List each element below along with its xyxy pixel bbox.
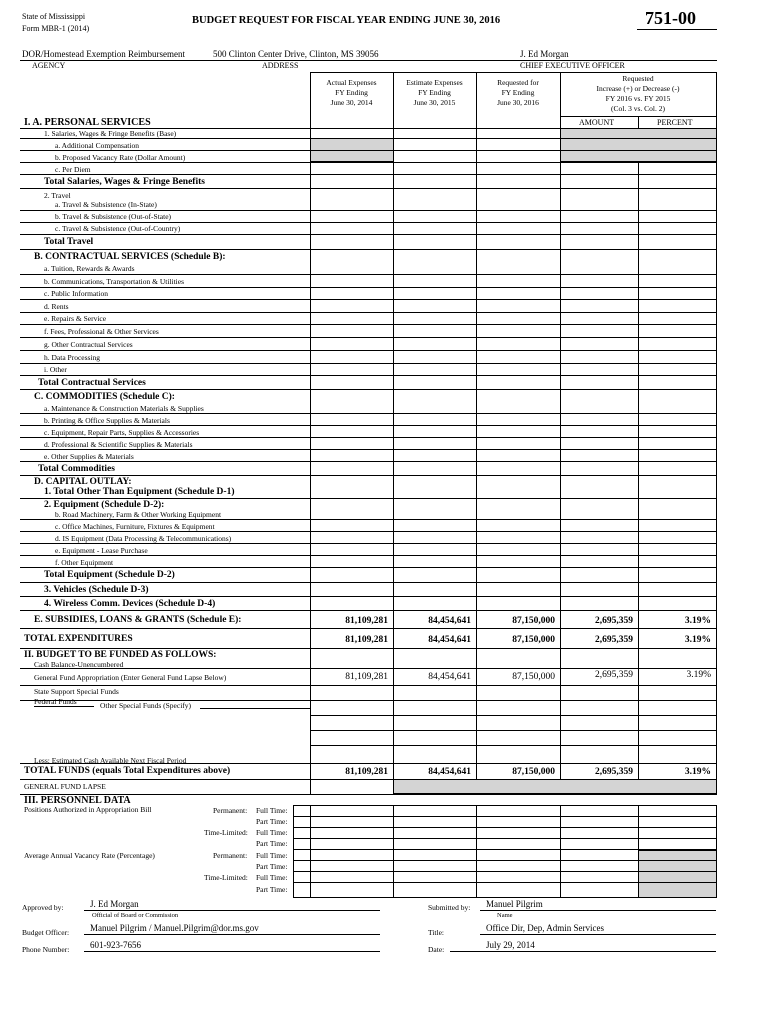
officer-value: J. Ed Morgan: [520, 49, 569, 59]
title-label: Title:: [428, 928, 444, 937]
col-estimate-header: Estimate Expenses FY Ending June 30, 2015: [406, 78, 463, 107]
time-limited-label: Time-Limited:: [204, 873, 248, 882]
row-positions-authorized: Positions Authorized in Appropriation Bill: [24, 805, 152, 814]
section-capital-outlay: D. CAPITAL OUTLAY:: [34, 477, 132, 487]
approved-by-value: J. Ed Morgan: [90, 899, 139, 909]
row-salaries: 1. Salaries, Wages & Fringe Benefits (Base): [44, 129, 177, 138]
submitted-by-value: Manuel Pilgrim: [486, 899, 543, 909]
value-cell: 87,150,000: [512, 767, 555, 777]
row-less-estimated-cash: Less: Estimated Cash Available Next Fiscal Period: [34, 756, 187, 765]
value-cell: 87,150,000: [512, 635, 555, 645]
budget-officer-value: Manuel Pilgrim / Manuel.Pilgrim@dor.ms.gov: [90, 923, 259, 933]
value-cell: 84,454,641: [428, 616, 471, 626]
name-caption: Name: [497, 912, 513, 919]
submitted-by-label: Submitted by:: [428, 903, 471, 912]
row-total-expenditures: TOTAL EXPENDITURES: [24, 634, 133, 644]
agency-value: DOR/Homestead Exemption Reimbursement: [22, 49, 185, 59]
shaded-cell: [560, 128, 717, 162]
full-time-label: Full Time:: [256, 873, 288, 882]
row-travel-in-state: a. Travel & Subsistence (In-State): [55, 200, 157, 209]
state-label: State of Mississippi: [22, 12, 86, 21]
row-equipment-f: f. Other Equipment: [55, 558, 114, 567]
row-total-contractual: Total Contractual Services: [38, 378, 146, 388]
value-cell: 2,695,359: [595, 635, 633, 645]
percent-header: PERCENT: [657, 118, 693, 127]
row-contractual-c: c. Public Information: [44, 289, 108, 298]
section-personal-services: I. A. PERSONAL SERVICES: [24, 117, 151, 128]
row-total-commodities: Total Commodities: [38, 464, 115, 474]
form-number: Form MBR-1 (2014): [22, 24, 90, 33]
section-commodities: C. COMMODITIES (Schedule C):: [34, 392, 175, 402]
row-contractual-d: d. Rents: [44, 302, 69, 311]
address-label: ADDRESS: [262, 61, 299, 70]
row-total-travel: Total Travel: [44, 237, 94, 247]
row-vacancy-rate: b. Proposed Vacancy Rate (Dollar Amount): [55, 153, 186, 162]
date-label: Date:: [428, 945, 445, 954]
permanent-label: Permanent:: [213, 851, 248, 860]
row-commodities-d: d. Professional & Scientific Supplies & Materials: [44, 440, 193, 449]
value-cell: 84,454,641: [428, 672, 471, 682]
row-general-fund: General Fund Appropriation (Enter General Fund Lapse Below): [34, 673, 227, 682]
col-actual-header: Actual Expenses FY Ending June 30, 2014: [326, 78, 377, 107]
row-state-support: State Support Special Funds: [34, 687, 119, 696]
row-contractual-i: i. Other: [44, 365, 67, 374]
value-cell: 3.19%: [684, 767, 711, 777]
row-contractual-e: e. Repairs & Service: [44, 314, 107, 323]
value-cell: 3.19%: [686, 670, 711, 680]
value-cell: 81,109,281: [345, 767, 388, 777]
value-cell: 3.19%: [684, 616, 711, 626]
value-cell: 84,454,641: [428, 767, 471, 777]
part-time-label: Part Time:: [256, 817, 288, 826]
row-commodities-c: c. Equipment, Repair Parts, Supplies & Accessories: [44, 428, 200, 437]
row-per-diem: c. Per Diem: [55, 165, 91, 174]
phone-value: 601-923-7656: [90, 940, 141, 950]
value-cell: 84,454,641: [428, 635, 471, 645]
col-requested-header: Requested for FY Ending June 30, 2016: [497, 78, 539, 107]
row-general-fund-lapse: GENERAL FUND LAPSE: [24, 782, 106, 791]
row-commodities-b: b. Printing & Office Supplies & Materials: [44, 416, 170, 425]
row-wireless: 4. Wireless Comm. Devices (Schedule D-4): [44, 599, 216, 609]
row-contractual-b: b. Communications, Transportation & Utilities: [44, 277, 185, 286]
row-travel-out-of-state: b. Travel & Subsistence (Out-of-State): [55, 212, 172, 221]
budget-officer-label: Budget Officer:: [22, 928, 70, 937]
row-subsidies: E. SUBSIDIES, LOANS & GRANTS (Schedule E):: [34, 615, 242, 625]
value-cell: 3.19%: [684, 635, 711, 645]
row-cash-balance: Cash Balance-Unencumbered: [34, 660, 124, 669]
section-budget-funded: II. BUDGET TO BE FUNDED AS FOLLOWS:: [24, 650, 217, 660]
row-equipment-d: d. IS Equipment (Data Processing & Telecommunications): [55, 534, 232, 543]
full-time-label: Full Time:: [256, 806, 288, 815]
row-equipment-b: b. Road Machinery, Farm & Other Working Equipment: [55, 510, 222, 519]
part-time-label: Part Time:: [256, 839, 288, 848]
row-contractual-a: a. Tuition, Rewards & Awards: [44, 264, 135, 273]
row-vehicles: 3. Vehicles (Schedule D-3): [44, 585, 149, 595]
value-cell: 87,150,000: [512, 672, 555, 682]
part-time-label: Part Time:: [256, 885, 288, 894]
row-equipment-c: c. Office Machines, Furniture, Fixtures & Equipment: [55, 522, 215, 531]
agency-label: AGENCY: [32, 61, 66, 70]
value-cell: 2,695,359: [595, 670, 633, 680]
value-cell: 87,150,000: [512, 616, 555, 626]
row-contractual-h: h. Data Processing: [44, 353, 101, 362]
row-equipment-e: e. Equipment - Lease Purchase: [55, 546, 148, 555]
row-contractual-g: g. Other Contractual Services: [44, 340, 133, 349]
date-value: July 29, 2014: [486, 940, 535, 950]
shaded-cell: [393, 779, 717, 794]
row-capital-other: 1. Total Other Than Equipment (Schedule D-1): [44, 487, 235, 497]
row-total-funds: TOTAL FUNDS (equals Total Expenditures above): [24, 766, 231, 776]
budget-number: 751-00: [645, 8, 696, 28]
approved-by-label: Approved by:: [22, 903, 64, 912]
row-commodities-e: e. Other Supplies & Materials: [44, 452, 134, 461]
value-cell: 81,109,281: [345, 616, 388, 626]
section-contractual: B. CONTRACTUAL SERVICES (Schedule B):: [34, 252, 226, 262]
phone-label: Phone Number:: [22, 945, 70, 954]
address-value: 500 Clinton Center Drive, Clinton, MS 39056: [213, 49, 379, 59]
col-change-header: Requested Increase (+) or Decrease (-) FY 2016 vs. FY 2015 (Col. 3 vs. Col. 2): [596, 74, 680, 113]
permanent-label: Permanent:: [213, 806, 248, 815]
row-capital-equipment: 2. Equipment (Schedule D-2):: [44, 500, 165, 510]
row-additional-compensation: a. Additional Compensation: [55, 141, 139, 150]
shaded-cell: [638, 850, 717, 898]
row-federal-funds: Federal Funds: [34, 697, 77, 706]
value-cell: 81,109,281: [345, 635, 388, 645]
row-commodities-a: a. Maintenance & Construction Materials & Supplies: [44, 404, 204, 413]
title-value: Office Dir, Dep, Admin Services: [486, 923, 604, 933]
row-contractual-f: f. Fees, Professional & Other Services: [44, 327, 159, 336]
row-total-equipment: Total Equipment (Schedule D-2): [44, 570, 175, 580]
row-total-salaries: Total Salaries, Wages & Fringe Benefits: [44, 177, 205, 187]
time-limited-label: Time-Limited:: [204, 828, 248, 837]
value-cell: 81,109,281: [345, 672, 388, 682]
value-cell: 2,695,359: [595, 616, 633, 626]
full-time-label: Full Time:: [256, 828, 288, 837]
part-time-label: Part Time:: [256, 862, 288, 871]
section-personnel-data: III. PERSONNEL DATA: [24, 795, 131, 806]
row-other-special-funds: Other Special Funds (Specify): [100, 701, 192, 710]
official-caption: Official of Board or Commission: [92, 912, 179, 919]
value-cell: 2,695,359: [595, 767, 633, 777]
form-title: BUDGET REQUEST FOR FISCAL YEAR ENDING JUNE 30, 2016: [192, 15, 501, 26]
row-average-vacancy: Average Annual Vacancy Rate (Percentage): [24, 851, 155, 860]
full-time-label: Full Time:: [256, 851, 288, 860]
row-travel: 2. Travel: [44, 191, 71, 200]
row-travel-out-of-country: c. Travel & Subsistence (Out-of-Country): [55, 224, 181, 233]
amount-header: AMOUNT: [579, 118, 615, 127]
officer-label: CHIEF EXECUTIVE OFFICER: [520, 61, 625, 70]
